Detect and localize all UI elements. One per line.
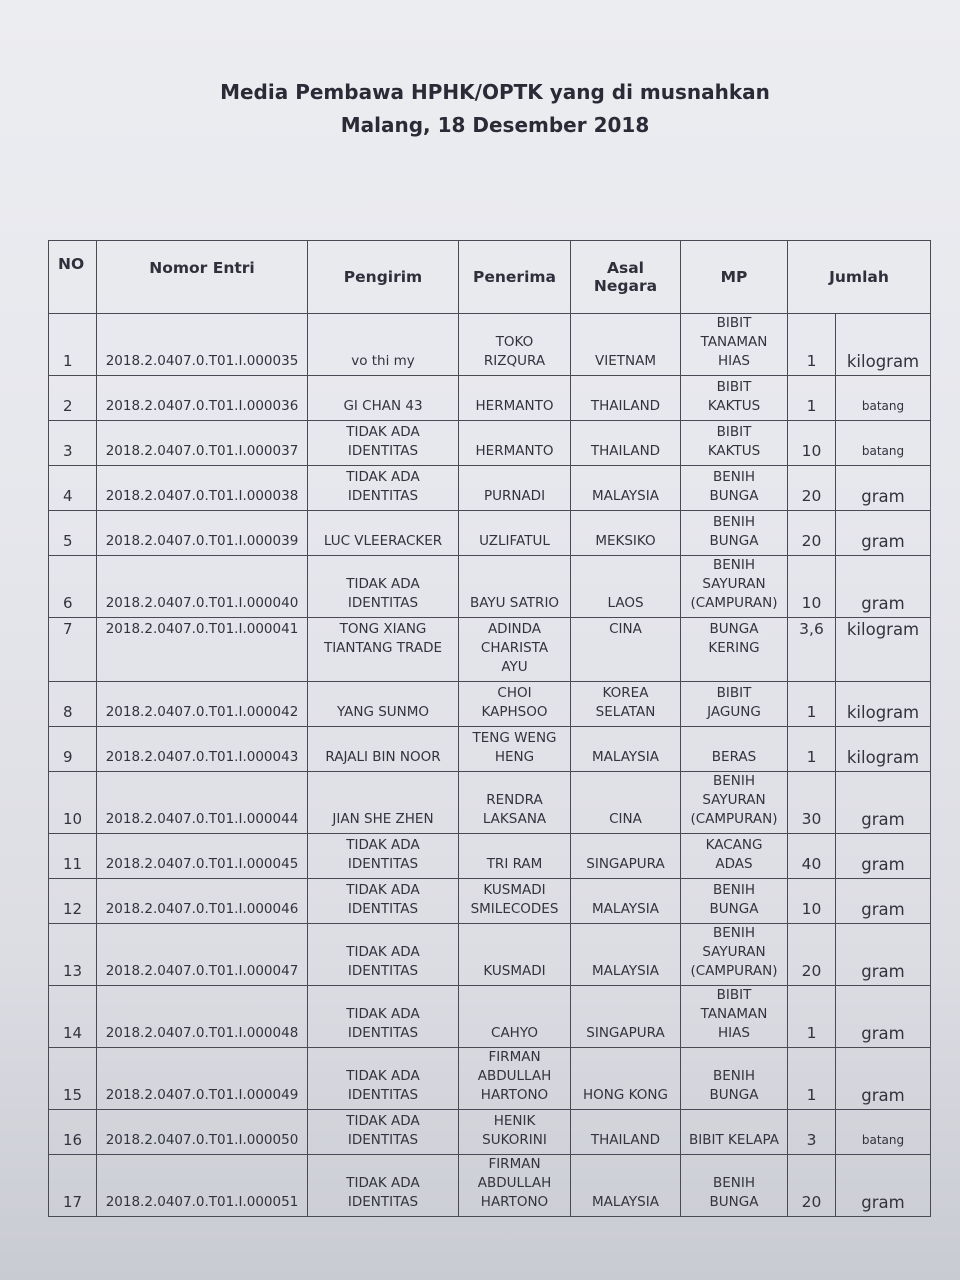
- cell-penerima: CAHYO: [459, 986, 571, 1048]
- cell-mp: BENIH BUNGA: [681, 466, 788, 511]
- cell-jumlah: 10: [788, 879, 836, 924]
- cell-pengirim: YANG SUNMO: [308, 682, 459, 727]
- table-row: [49, 772, 931, 834]
- cell-no: 17: [49, 1155, 97, 1217]
- table-row: [49, 1110, 931, 1155]
- table-row: [49, 314, 931, 376]
- cell-no: 2: [49, 376, 97, 421]
- cell-mp: BIBIT TANAMAN HIAS: [681, 986, 788, 1048]
- cell-jumlah: 1: [788, 682, 836, 727]
- cell-jumlah: 3: [788, 1110, 836, 1155]
- cell-penerima: TOKO RIZQURA: [459, 314, 571, 376]
- cell-nomor-entri: 2018.2.0407.0.T01.I.000037: [97, 421, 308, 466]
- table-row: [49, 1155, 931, 1217]
- cell-mp: BERAS: [681, 727, 788, 772]
- cell-penerima: HERMANTO: [459, 376, 571, 421]
- cell-mp: BIBIT TANAMAN HIAS: [681, 314, 788, 376]
- cell-jumlah: 10: [788, 556, 836, 618]
- table-row: [49, 618, 931, 682]
- cell-nomor-entri: 2018.2.0407.0.T01.I.000040: [97, 556, 308, 618]
- cell-penerima: TRI RAM: [459, 834, 571, 879]
- table-row: [49, 421, 931, 466]
- cell-asal-negara: LAOS: [571, 556, 681, 618]
- cell-pengirim: RAJALI BIN NOOR: [308, 727, 459, 772]
- cell-satuan: kilogram: [836, 314, 931, 376]
- header-jumlah: Jumlah: [788, 241, 931, 314]
- cell-no: 9: [49, 727, 97, 772]
- cell-asal-negara: CINA: [571, 618, 681, 682]
- cell-asal-negara: VIETNAM: [571, 314, 681, 376]
- cell-no: 8: [49, 682, 97, 727]
- cell-nomor-entri: 2018.2.0407.0.T01.I.000049: [97, 1048, 308, 1110]
- cell-jumlah: 30: [788, 772, 836, 834]
- cell-asal-negara: MALAYSIA: [571, 466, 681, 511]
- cell-satuan: gram: [836, 511, 931, 556]
- cell-jumlah: 1: [788, 376, 836, 421]
- cell-no: 13: [49, 924, 97, 986]
- cell-jumlah: 20: [788, 924, 836, 986]
- cell-nomor-entri: 2018.2.0407.0.T01.I.000048: [97, 986, 308, 1048]
- cell-mp: BENIH BUNGA: [681, 511, 788, 556]
- header-no: NO: [49, 241, 97, 314]
- cell-penerima: RENDRA LAKSANA: [459, 772, 571, 834]
- cell-jumlah: 1: [788, 986, 836, 1048]
- cell-penerima: KUSMADI SMILECODES: [459, 879, 571, 924]
- header-penerima: Penerima: [459, 241, 571, 314]
- cell-penerima: CHOI KAPHSOO: [459, 682, 571, 727]
- cell-pengirim: TIDAK ADA IDENTITAS: [308, 1048, 459, 1110]
- cell-pengirim: TIDAK ADA IDENTITAS: [308, 556, 459, 618]
- cell-asal-negara: THAILAND: [571, 421, 681, 466]
- header-asal-negara: Asal Negara: [571, 241, 681, 314]
- cell-satuan: batang: [836, 421, 931, 466]
- cell-jumlah: 1: [788, 1048, 836, 1110]
- cell-penerima: KUSMADI: [459, 924, 571, 986]
- cell-pengirim: TIDAK ADA IDENTITAS: [308, 834, 459, 879]
- cell-no: 12: [49, 879, 97, 924]
- cell-satuan: batang: [836, 1110, 931, 1155]
- cell-pengirim: GI CHAN 43: [308, 376, 459, 421]
- cell-satuan: gram: [836, 556, 931, 618]
- cell-satuan: kilogram: [836, 618, 931, 682]
- cell-pengirim: vo thi my: [308, 314, 459, 376]
- document-subtitle: Malang, 18 Desember 2018: [340, 113, 650, 137]
- cell-pengirim: TIDAK ADA IDENTITAS: [308, 879, 459, 924]
- destruction-table: [48, 240, 931, 1217]
- table-row: [49, 879, 931, 924]
- cell-mp: BENIH SAYURAN (CAMPURAN): [681, 924, 788, 986]
- cell-asal-negara: HONG KONG: [571, 1048, 681, 1110]
- table-row: [49, 986, 931, 1048]
- table-row: [49, 376, 931, 421]
- cell-no: 7: [49, 618, 97, 682]
- cell-satuan: gram: [836, 466, 931, 511]
- cell-pengirim: TIDAK ADA IDENTITAS: [308, 421, 459, 466]
- cell-penerima: HENIK SUKORINI: [459, 1110, 571, 1155]
- cell-asal-negara: MALAYSIA: [571, 1155, 681, 1217]
- cell-satuan: kilogram: [836, 682, 931, 727]
- cell-no: 14: [49, 986, 97, 1048]
- table-body: [49, 314, 931, 1217]
- cell-no: 1: [49, 314, 97, 376]
- cell-jumlah: 1: [788, 727, 836, 772]
- document-header: [0, 76, 960, 142]
- table-row: [49, 1048, 931, 1110]
- header-nomor-entri: Nomor Entri: [97, 241, 308, 314]
- cell-penerima: PURNADI: [459, 466, 571, 511]
- cell-satuan: gram: [836, 1155, 931, 1217]
- cell-mp: KACANG ADAS: [681, 834, 788, 879]
- cell-asal-negara: MEKSIKO: [571, 511, 681, 556]
- cell-mp: BENIH SAYURAN (CAMPURAN): [681, 772, 788, 834]
- cell-no: 10: [49, 772, 97, 834]
- cell-penerima: TENG WENG HENG: [459, 727, 571, 772]
- cell-satuan: gram: [836, 986, 931, 1048]
- cell-jumlah: 20: [788, 511, 836, 556]
- cell-jumlah: 3,6: [788, 618, 836, 682]
- header-mp: MP: [681, 241, 788, 314]
- cell-nomor-entri: 2018.2.0407.0.T01.I.000051: [97, 1155, 308, 1217]
- cell-no: 16: [49, 1110, 97, 1155]
- cell-mp: BENIH BUNGA: [681, 879, 788, 924]
- cell-pengirim: LUC VLEERACKER: [308, 511, 459, 556]
- cell-no: 4: [49, 466, 97, 511]
- cell-asal-negara: MALAYSIA: [571, 924, 681, 986]
- cell-mp: BENIH BUNGA: [681, 1048, 788, 1110]
- cell-jumlah: 10: [788, 421, 836, 466]
- table-row: [49, 682, 931, 727]
- cell-pengirim: TIDAK ADA IDENTITAS: [308, 1110, 459, 1155]
- cell-no: 11: [49, 834, 97, 879]
- cell-asal-negara: SINGAPURA: [571, 986, 681, 1048]
- table-row: [49, 727, 931, 772]
- cell-asal-negara: SINGAPURA: [571, 834, 681, 879]
- cell-mp: BUNGA KERING: [681, 618, 788, 682]
- cell-asal-negara: THAILAND: [571, 376, 681, 421]
- cell-nomor-entri: 2018.2.0407.0.T01.I.000042: [97, 682, 308, 727]
- cell-pengirim: TONG XIANG TIANTANG TRADE: [308, 618, 459, 682]
- cell-pengirim: TIDAK ADA IDENTITAS: [308, 924, 459, 986]
- cell-nomor-entri: 2018.2.0407.0.T01.I.000047: [97, 924, 308, 986]
- table-row: [49, 924, 931, 986]
- cell-pengirim: TIDAK ADA IDENTITAS: [308, 1155, 459, 1217]
- cell-mp: BIBIT KELAPA: [681, 1110, 788, 1155]
- cell-nomor-entri: 2018.2.0407.0.T01.I.000050: [97, 1110, 308, 1155]
- cell-nomor-entri: 2018.2.0407.0.T01.I.000046: [97, 879, 308, 924]
- cell-jumlah: 20: [788, 466, 836, 511]
- cell-nomor-entri: 2018.2.0407.0.T01.I.000036: [97, 376, 308, 421]
- cell-mp: BENIH SAYURAN (CAMPURAN): [681, 556, 788, 618]
- cell-asal-negara: MALAYSIA: [571, 879, 681, 924]
- document-title: Media Pembawa HPHK/OPTK yang di musnahkan: [220, 80, 770, 104]
- cell-nomor-entri: 2018.2.0407.0.T01.I.000035: [97, 314, 308, 376]
- cell-nomor-entri: 2018.2.0407.0.T01.I.000038: [97, 466, 308, 511]
- cell-asal-negara: THAILAND: [571, 1110, 681, 1155]
- cell-no: 15: [49, 1048, 97, 1110]
- cell-satuan: gram: [836, 879, 931, 924]
- cell-asal-negara: CINA: [571, 772, 681, 834]
- table-row: [49, 511, 931, 556]
- cell-satuan: kilogram: [836, 727, 931, 772]
- cell-asal-negara: KOREA SELATAN: [571, 682, 681, 727]
- table-row: [49, 834, 931, 879]
- cell-jumlah: 20: [788, 1155, 836, 1217]
- cell-mp: BIBIT KAKTUS: [681, 421, 788, 466]
- cell-mp: BENIH BUNGA: [681, 1155, 788, 1217]
- cell-asal-negara: MALAYSIA: [571, 727, 681, 772]
- cell-satuan: gram: [836, 772, 931, 834]
- cell-penerima: UZLIFATUL: [459, 511, 571, 556]
- cell-jumlah: 40: [788, 834, 836, 879]
- cell-nomor-entri: 2018.2.0407.0.T01.I.000044: [97, 772, 308, 834]
- cell-nomor-entri: 2018.2.0407.0.T01.I.000039: [97, 511, 308, 556]
- cell-pengirim: JIAN SHE ZHEN: [308, 772, 459, 834]
- cell-mp: BIBIT KAKTUS: [681, 376, 788, 421]
- cell-no: 5: [49, 511, 97, 556]
- cell-nomor-entri: 2018.2.0407.0.T01.I.000043: [97, 727, 308, 772]
- cell-penerima: FIRMAN ABDULLAH HARTONO: [459, 1155, 571, 1217]
- table-row: [49, 466, 931, 511]
- cell-pengirim: TIDAK ADA IDENTITAS: [308, 986, 459, 1048]
- cell-penerima: BAYU SATRIO: [459, 556, 571, 618]
- cell-satuan: gram: [836, 924, 931, 986]
- cell-penerima: ADINDA CHARISTA AYU: [459, 618, 571, 682]
- table-row: [49, 556, 931, 618]
- cell-no: 6: [49, 556, 97, 618]
- cell-satuan: gram: [836, 1048, 931, 1110]
- cell-penerima: FIRMAN ABDULLAH HARTONO: [459, 1048, 571, 1110]
- cell-penerima: HERMANTO: [459, 421, 571, 466]
- header-pengirim: Pengirim: [308, 241, 459, 314]
- cell-pengirim: TIDAK ADA IDENTITAS: [308, 466, 459, 511]
- cell-nomor-entri: 2018.2.0407.0.T01.I.000041: [97, 618, 308, 682]
- cell-nomor-entri: 2018.2.0407.0.T01.I.000045: [97, 834, 308, 879]
- cell-satuan: gram: [836, 834, 931, 879]
- cell-mp: BIBIT JAGUNG: [681, 682, 788, 727]
- cell-satuan: batang: [836, 376, 931, 421]
- table-header-row: [49, 241, 931, 314]
- cell-jumlah: 1: [788, 314, 836, 376]
- cell-no: 3: [49, 421, 97, 466]
